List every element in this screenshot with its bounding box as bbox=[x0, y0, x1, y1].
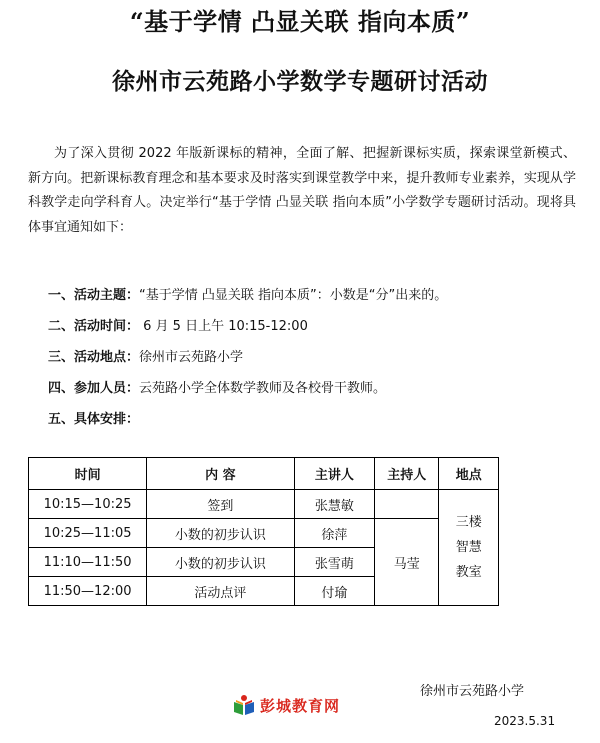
cell-content: 小数的初步认识 bbox=[147, 519, 295, 548]
signature-organization: 徐州市云苑路小学 bbox=[420, 684, 525, 699]
cell-speaker: 张慧敏 bbox=[294, 490, 374, 519]
item-value: “基于学情 凸显关联 指向本质”：小数是“分”出来的。 bbox=[139, 288, 448, 303]
item-arrangement bbox=[48, 408, 578, 439]
cell-content: 签到 bbox=[147, 490, 295, 519]
item-label: 五、具体安排： bbox=[48, 412, 140, 427]
cell-time: 11:10—11:50 bbox=[29, 548, 147, 577]
item-label: 一、活动主题： bbox=[48, 288, 140, 303]
table-row bbox=[29, 519, 499, 548]
header-time: 时间 bbox=[29, 458, 147, 490]
item-participants bbox=[48, 377, 578, 408]
signature-date: 2023.5.31 bbox=[494, 714, 556, 728]
cell-time: 10:15—10:25 bbox=[29, 490, 147, 519]
item-theme bbox=[48, 284, 578, 315]
place-line: 智慧 bbox=[455, 540, 482, 555]
header-host: 主持人 bbox=[374, 458, 438, 490]
cell-place bbox=[439, 490, 499, 606]
item-label: 三、活动地点： bbox=[48, 350, 140, 365]
intro-section bbox=[28, 142, 576, 240]
table-row bbox=[29, 490, 499, 519]
title-line-1: “基于学情 凸显关联 指向本质” bbox=[129, 7, 471, 36]
item-value: 徐州市云苑路小学 bbox=[139, 350, 244, 365]
place-line: 三楼 bbox=[455, 515, 482, 530]
item-label: 四、参加人员： bbox=[48, 381, 140, 396]
cell-time: 11:50—12:00 bbox=[29, 577, 147, 606]
item-value: 6 月 5 日上午 10:15-12:00 bbox=[139, 319, 308, 334]
item-location bbox=[48, 346, 578, 377]
watermark-text: 彭城教育网 bbox=[260, 696, 341, 715]
header-speaker: 主讲人 bbox=[294, 458, 374, 490]
cell-time: 10:25—11:05 bbox=[29, 519, 147, 548]
cell-speaker: 张雪萌 bbox=[294, 548, 374, 577]
item-label: 二、活动时间： bbox=[48, 319, 140, 334]
book-logo-icon bbox=[232, 694, 256, 716]
cell-content: 小数的初步认识 bbox=[147, 548, 295, 577]
notice-items bbox=[48, 284, 578, 439]
place-line: 教室 bbox=[455, 565, 482, 580]
schedule-table bbox=[28, 457, 499, 606]
item-time bbox=[48, 315, 578, 346]
cell-speaker: 徐萍 bbox=[294, 519, 374, 548]
header-content: 内 容 bbox=[147, 458, 295, 490]
watermark-logo bbox=[232, 694, 340, 716]
header-place: 地点 bbox=[439, 458, 499, 490]
cell-speaker: 付瑜 bbox=[294, 577, 374, 606]
cell-content: 活动点评 bbox=[147, 577, 295, 606]
intro-paragraph: 为了深入贯彻 2022 年版新课标的精神，全面了解、把握新课标实质，探索课堂新模式、新方向。把新课标教育理念和基本要求及时落实到课堂教学中来，提升教师专业素养，实现从学科教学走向学科育人。决定举行“基于学情 凸显关联 指向本质”小学数学专题研讨活动。现将具体事宜通知如下： bbox=[28, 146, 576, 235]
table-header-row bbox=[29, 458, 499, 490]
cell-host-empty bbox=[374, 490, 438, 519]
cell-host: 马莹 bbox=[374, 519, 438, 606]
item-value: 云苑路小学全体数学教师及各校骨干教师。 bbox=[139, 381, 387, 396]
title-line-2: 徐州市云苑路小学数学专题研讨活动 bbox=[112, 68, 488, 95]
